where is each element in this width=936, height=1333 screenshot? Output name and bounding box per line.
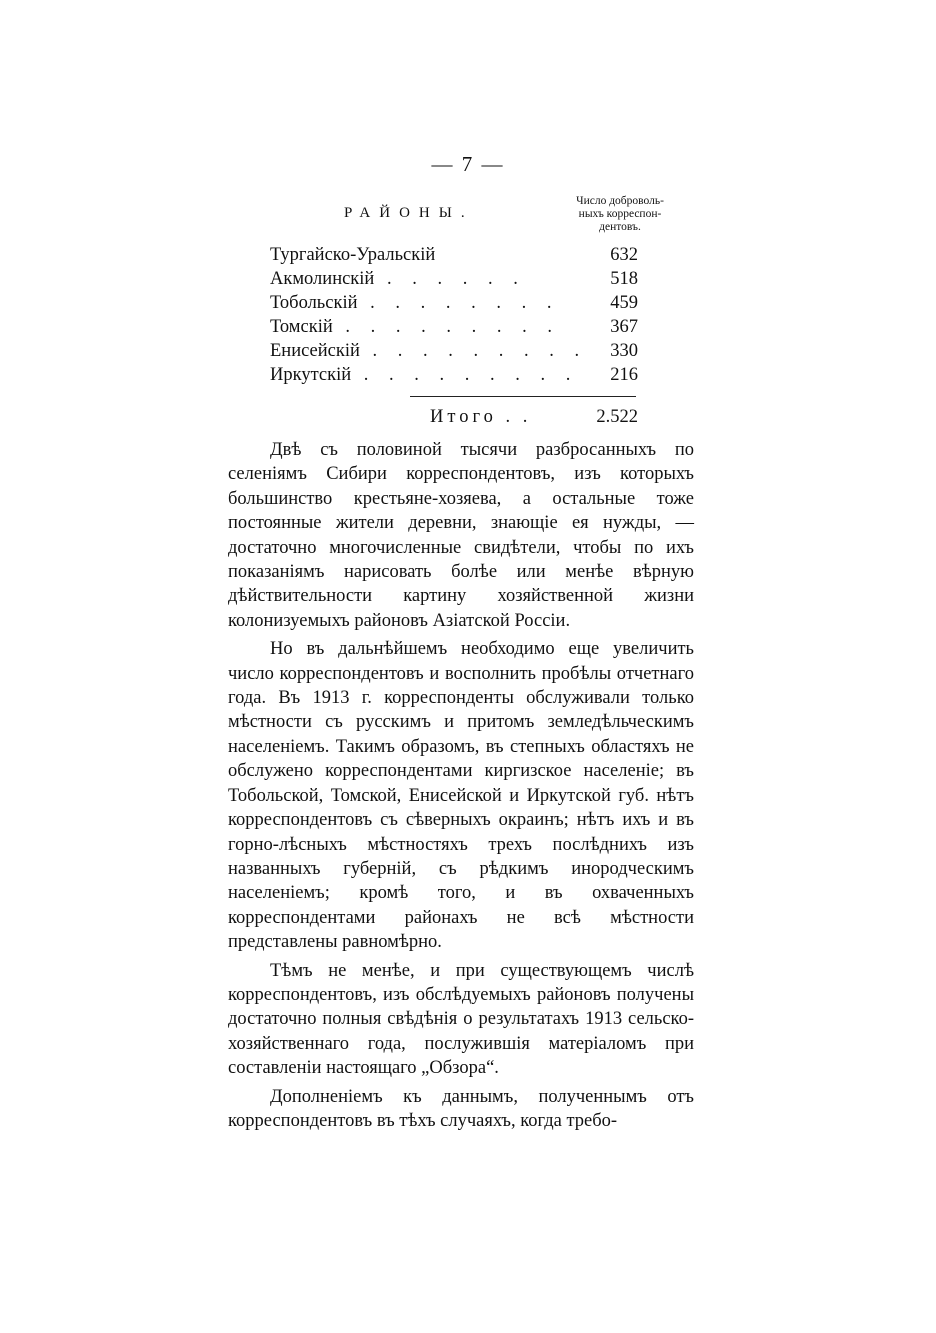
paragraph: Двѣ съ половиной тысячи разбросанныхъ по селеніямъ Сибири корреспондентовъ, изъ которыхъ большинство крестьяне-хозяева, а остальные тоже постоянные жители деревни, знающіе ея нужды, —достаточно многочисленные свидѣтели, чтобы по ихъ показаніямъ нарисовать болѣе или менѣе вѣрную дѣйствительности картину хозяйственной жизни колонизуемыхъ районовъ Азіатской Россіи. — [228, 440, 694, 631]
paragraph: Дополненіемъ къ даннымъ, полученнымъ отъ корреспондентовъ въ тѣхъ случаяхъ, когда требо- — [228, 1086, 694, 1131]
district-value: 216 — [610, 365, 638, 385]
district-name: Тургайско-Уральскій — [270, 245, 436, 265]
leader-dots: . . . . . . . . . — [351, 365, 579, 385]
table-row — [270, 315, 638, 339]
correspondents-count-header — [550, 195, 690, 234]
table-row — [270, 363, 638, 387]
total-value: 2.522 — [596, 407, 638, 427]
districts-header: РАЙОНЫ. — [344, 205, 474, 221]
district-name: Енисейскій — [270, 341, 360, 361]
district-name: Тобольскій — [270, 293, 358, 313]
table-row — [270, 291, 638, 315]
district-name: Иркутскій — [270, 365, 352, 385]
table-row — [270, 267, 638, 291]
leader-dots: . . . . . . . . . — [359, 341, 588, 361]
leader-dots: . . . . . . . . . — [332, 317, 561, 337]
district-name: Томскій — [270, 317, 333, 337]
district-value: 459 — [610, 293, 638, 313]
correspondents-count-header-text: Число доброволь- ныхъ корреспон- дентовъ. — [576, 195, 664, 233]
paragraph: Но въ дальнѣйшемъ необходимо еще увеличить число корреспондентовъ и восполнить пробѣлы отчетнаго года. Въ 1913 г. корреспонденты обслуживали только мѣстности съ русскимъ и притомъ земледѣльческимъ населеніемъ. Такимъ образомъ, въ степныхъ областяхъ не обслужено корреспондентами киргизское населеніе; въ Тобольской, Томской, Енисейской и Иркутской губ. нѣтъ корреспондентовъ съ сѣверныхъ окраинъ; нѣтъ ихъ и въ горно-лѣсныхъ мѣстностяхъ трехъ послѣднихъ изъ названныхъ губерній, съ рѣдкимъ инородческимъ населеніемъ; кромѣ того, и въ охваченныхъ корреспондентами районахъ не всѣ мѣстности представлены равномѣрно. — [228, 639, 694, 953]
table-row — [270, 243, 638, 267]
body-text — [228, 438, 694, 1137]
table-row — [270, 339, 638, 363]
total-divider — [410, 396, 636, 397]
total-label: Итого . . — [430, 407, 532, 427]
district-value: 518 — [610, 269, 638, 289]
leader-dots: . . . . . . . . — [357, 293, 560, 313]
district-value: 330 — [610, 341, 638, 361]
paragraph: Тѣмъ не менѣе, и при существующемъ числѣ корреспондентовъ, изъ обслѣдуемыхъ районовъ получены достаточно полныя свѣдѣнія о результатахъ 1913 сельско-хозяйственнаго года, послужившія матеріаломъ при составленіи настоящаго „Обзора“. — [228, 960, 694, 1079]
page-number: — 7 — — [431, 152, 505, 176]
district-value: 367 — [610, 317, 638, 337]
district-name: Акмолинскій — [270, 269, 375, 289]
total-row — [430, 405, 638, 429]
district-value: 632 — [610, 245, 638, 265]
leader-dots: . . . . . . — [374, 269, 526, 289]
